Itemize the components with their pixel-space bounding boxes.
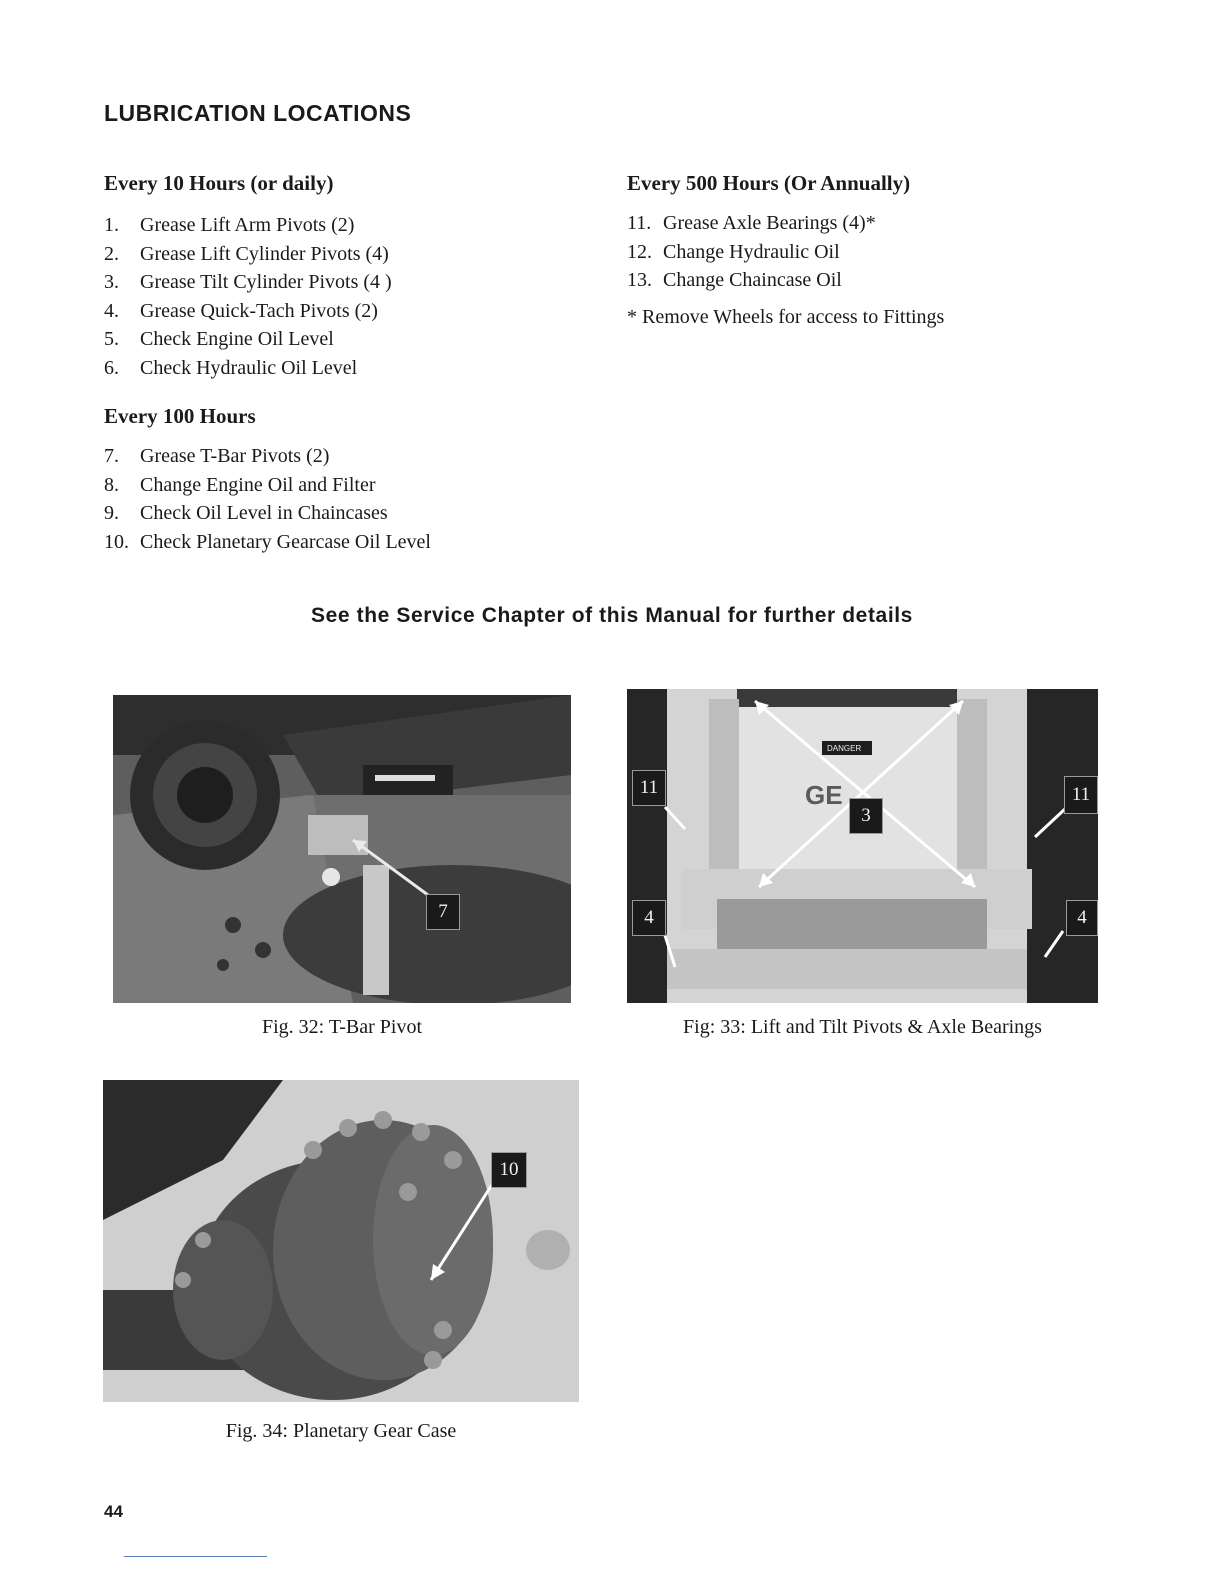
list-item: 4. Grease Quick-Tach Pivots (2) bbox=[104, 299, 378, 322]
callout-11-right: 11 bbox=[1064, 776, 1098, 814]
callout-10: 10 bbox=[491, 1152, 527, 1188]
list-item: 2. Grease Lift Cylinder Pivots (4) bbox=[104, 242, 389, 265]
list-item: 10. Check Planetary Gearcase Oil Level bbox=[104, 530, 431, 553]
list-item: 7. Grease T-Bar Pivots (2) bbox=[104, 445, 330, 467]
fig-33-caption: Fig: 33: Lift and Tilt Pivots & Axle Bearings bbox=[683, 1016, 1042, 1038]
callout-4-left: 4 bbox=[632, 900, 666, 936]
list-item: 5. Check Engine Oil Level bbox=[104, 328, 334, 350]
list-item: 3. Grease Tilt Cylinder Pivots (4 ) bbox=[104, 271, 392, 293]
daily-list bbox=[104, 211, 392, 382]
planetary-gear-case-photo bbox=[103, 1080, 579, 1402]
planetary-gear-case-image bbox=[103, 1080, 579, 1402]
callout-11-left: 11 bbox=[632, 770, 666, 806]
fig-34-caption: Fig. 34: Planetary Gear Case bbox=[225, 1420, 457, 1442]
page-heading: LUBRICATION LOCATIONS bbox=[104, 100, 412, 126]
section-title-daily: Every 10 Hours (or daily) bbox=[104, 171, 334, 195]
list-item: 1. Grease Lift Arm Pivots (2) bbox=[104, 214, 355, 236]
list-item: 11. Grease Axle Bearings (4)* bbox=[627, 212, 876, 234]
section-title-100-hours: Every 100 Hours bbox=[104, 404, 256, 428]
list-item: 13. Change Chaincase Oil bbox=[627, 269, 842, 291]
callout-7: 7 bbox=[426, 894, 460, 930]
t-bar-pivot-image bbox=[113, 695, 571, 1003]
t-bar-pivot-photo bbox=[113, 695, 571, 1003]
danger-sign-text: DANGER bbox=[827, 744, 862, 753]
fig-32-caption: Fig. 32: T-Bar Pivot bbox=[261, 1016, 423, 1038]
five-hundred-hours-list bbox=[627, 209, 876, 295]
footer-rule bbox=[124, 1556, 267, 1557]
service-chapter-notice: See the Service Chapter of this Manual for further details bbox=[311, 604, 913, 627]
section-title-500-hours: Every 500 Hours (Or Annually) bbox=[627, 171, 911, 195]
list-item: 9. Check Oil Level in Chaincases bbox=[104, 502, 388, 524]
callout-3: 3 bbox=[849, 798, 883, 834]
list-item: 12. Change Hydraulic Oil bbox=[627, 240, 840, 263]
page-number: 44 bbox=[104, 1502, 123, 1521]
list-item: 8. Change Engine Oil and Filter bbox=[104, 473, 376, 496]
hundred-hours-list bbox=[104, 442, 431, 556]
callout-4-right: 4 bbox=[1066, 900, 1098, 936]
list-item: 6. Check Hydraulic Oil Level bbox=[104, 356, 358, 379]
brand-logo-text: GE bbox=[805, 780, 843, 810]
fittings-note: * Remove Wheels for access to Fittings bbox=[627, 306, 945, 328]
lift-tilt-pivots-image bbox=[627, 689, 1098, 1003]
lift-tilt-pivots-photo bbox=[627, 689, 1098, 1003]
